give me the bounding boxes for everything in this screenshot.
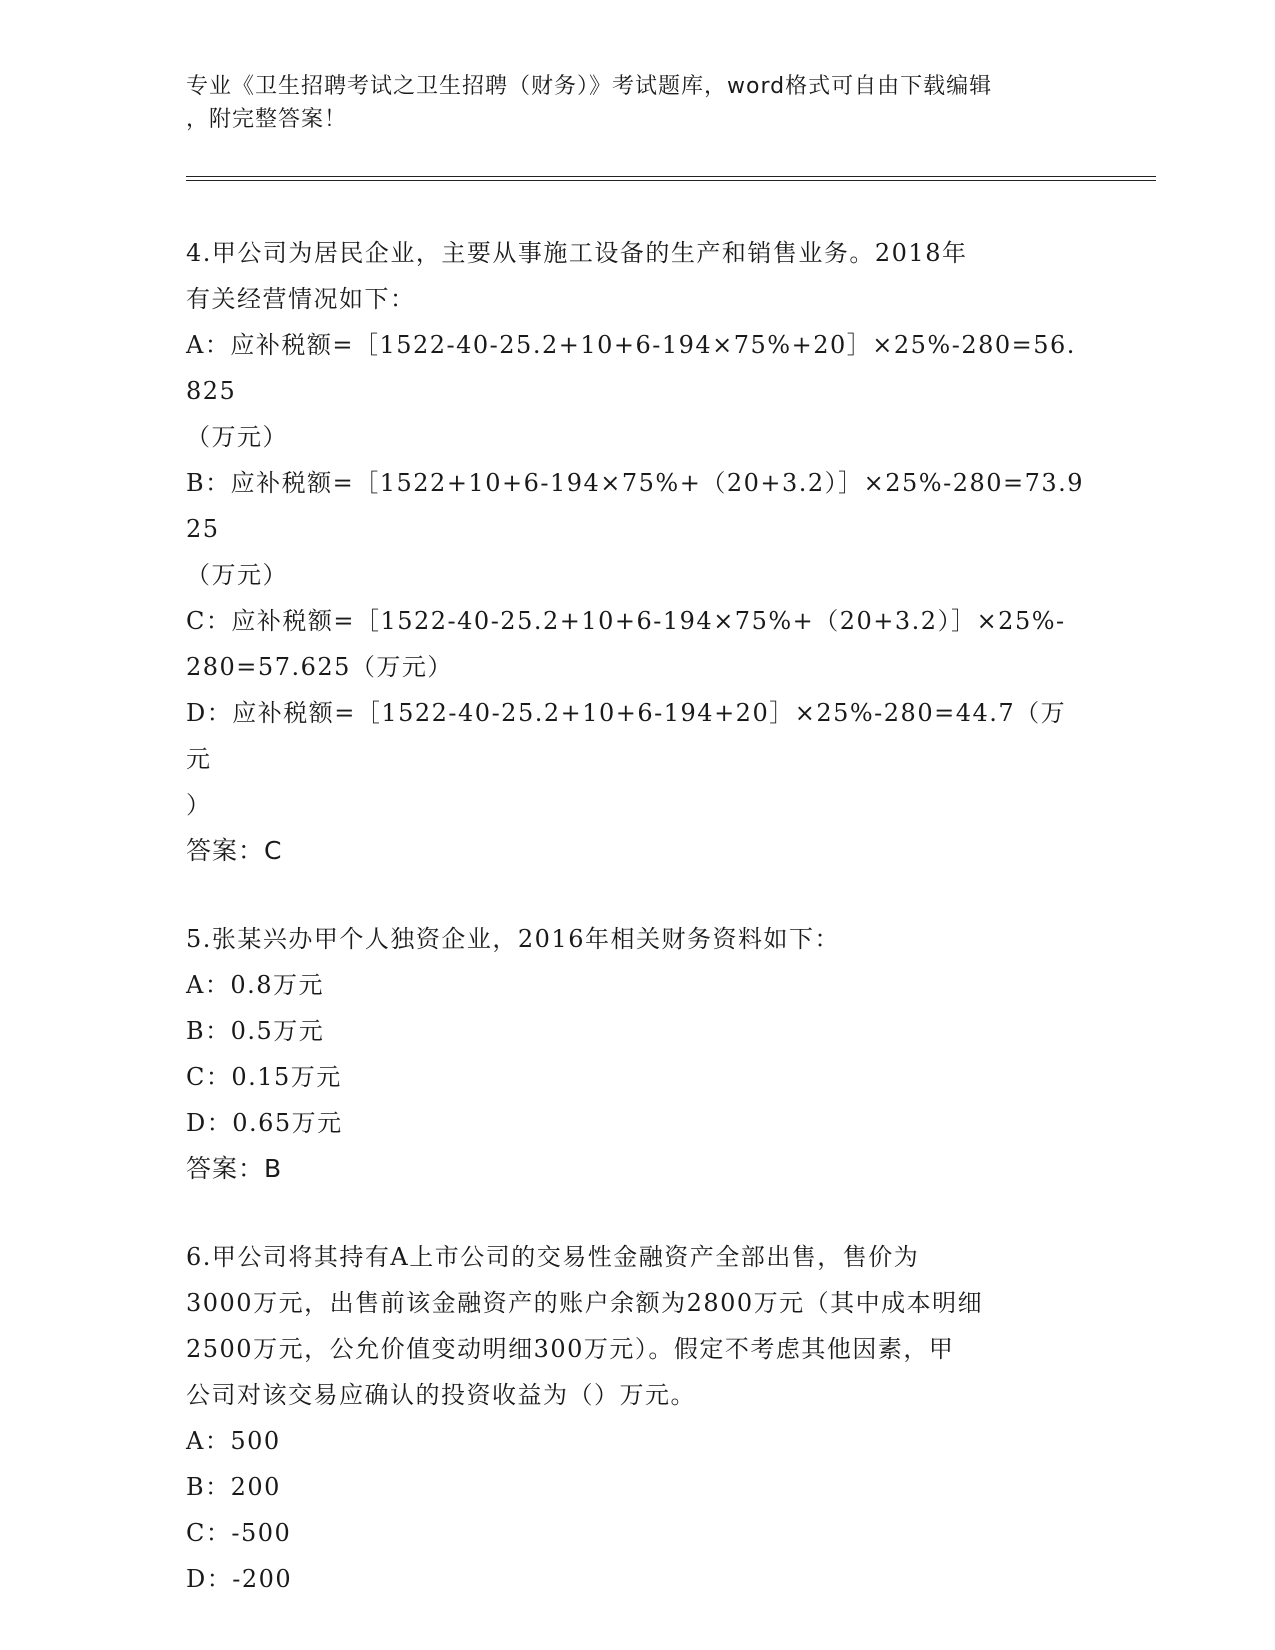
- question-6: [186, 1234, 1086, 1602]
- header-line-1: 专业《卫生招聘考试之卫生招聘（财务）》考试题库，word格式可自由下载编辑: [186, 74, 993, 99]
- document-page: [186, 70, 1156, 1593]
- header-double-rule: [186, 176, 1156, 181]
- option-b: B：200: [186, 1473, 281, 1501]
- option-d: D：0.65万元: [186, 1109, 343, 1137]
- option-b: B：0.5万元: [186, 1017, 325, 1045]
- question-4: [186, 230, 1086, 874]
- question-stem-line: 3000万元，出售前该金融资产的账户余额为2800万元（其中成本明细: [186, 1289, 984, 1317]
- option-c-continued: 280=57.625（万元）: [186, 653, 453, 681]
- option-d: D：应补税额=［1522-40-25.2+10+6-194+20］×25%-280=44.7（万元: [186, 699, 1067, 773]
- question-list: [186, 230, 1086, 1644]
- question-stem-line: 有关经营情况如下：: [186, 285, 416, 313]
- option-c: C：0.15万元: [186, 1063, 342, 1091]
- option-d: D：-200: [186, 1565, 293, 1593]
- question-stem-line: 5.张某兴办甲个人独资企业，2016年相关财务资料如下：: [186, 925, 840, 953]
- option-a: A：应补税额=［1522-40-25.2+10+6-194×75%+20］×25%-280=56.825: [186, 331, 1076, 405]
- question-5: [186, 916, 1086, 1192]
- document-header: [186, 70, 1086, 136]
- question-stem-line: 公司对该交易应确认的投资收益为（）万元。: [186, 1381, 696, 1409]
- option-a: A：0.8万元: [186, 971, 324, 999]
- option-c: C：-500: [186, 1519, 292, 1547]
- question-stem-line: 4.甲公司为居民企业，主要从事施工设备的生产和销售业务。2018年: [186, 239, 968, 267]
- option-c: C：应补税额=［1522-40-25.2+10+6-194×75%+（20+3.2）］×25%-: [186, 607, 1066, 635]
- answer-line: 答案：C: [186, 836, 283, 865]
- option-b: B：应补税额=［1522+10+6-194×75%+（20+3.2）］×25%-280=73.925: [186, 469, 1085, 543]
- header-line-2: ，附完整答案！: [186, 107, 348, 132]
- option-a-continued: （万元）: [186, 423, 288, 451]
- option-a: A：500: [186, 1427, 281, 1455]
- question-stem-line: 6.甲公司将其持有A上市公司的交易性金融资产全部出售，售价为: [186, 1243, 920, 1271]
- question-stem-line: 2500万元，公允价值变动明细300万元）。假定不考虑其他因素，甲: [186, 1335, 955, 1363]
- answer-line: 答案：B: [186, 1154, 283, 1183]
- option-d-continued: ）: [186, 791, 212, 819]
- option-b-continued: （万元）: [186, 561, 288, 589]
